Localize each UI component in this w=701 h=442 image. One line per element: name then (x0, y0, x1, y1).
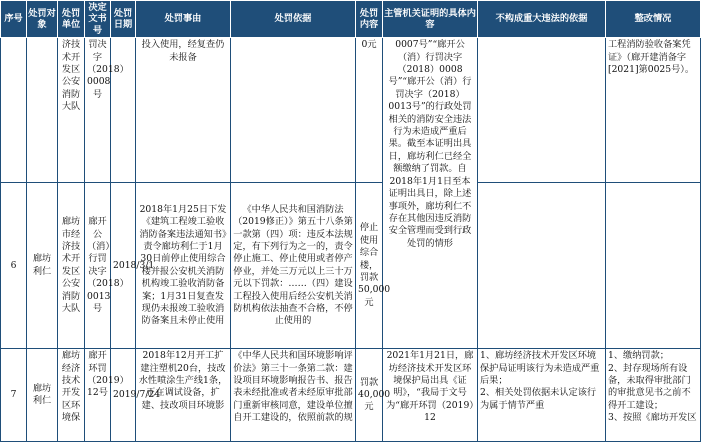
cell-content: 0元 (356, 38, 383, 183)
table-header-row (1, 1, 701, 38)
rectify-item: 1、缴纳罚款； (608, 350, 669, 362)
cell-doc: 廊开公（消）行罚决字（2018）0013号 (85, 183, 111, 349)
header-date: 处罚日期 (111, 1, 136, 38)
table-row (1, 183, 701, 349)
cell-doc: 廊开环罚（2019）12号 (85, 349, 111, 442)
header-proof: 主管机关证明的具体内容 (383, 1, 478, 38)
header-no: 序号 (1, 1, 27, 38)
cell-not-major (478, 183, 606, 349)
header-not-major: 不构成重大违法的依据 (478, 1, 606, 38)
cell-date (111, 38, 136, 183)
cell-target: 廊坊利仁 (27, 183, 58, 349)
cell-content: 停止使用综合楼，罚款50,000元 (356, 183, 383, 349)
table-row (1, 349, 701, 442)
cell-date: 2019/7/24 (111, 349, 136, 442)
cell-no (1, 38, 27, 183)
cell-not-major (478, 349, 606, 442)
not-major-item: 1、廊坊经济技术开发区环境保护局证明该行为未造成严重后果； (480, 350, 600, 387)
cell-content: 罚款40,000元 (356, 349, 383, 442)
cell-not-major (478, 38, 606, 183)
table-row (1, 38, 701, 183)
cell-unit: 济技术开发区公安消防大队 (58, 38, 85, 183)
cell-unit: 廊坊市经济技术开发区公安消防大队 (58, 183, 85, 349)
cell-reason: 2018年1月25日下发《建筑工程竣工验收消防备案违法通知书》责令廊坊利仁于1月30日前停止使用综合楼并报公安机关消防机构竣工验收消防备案；1月31日复查发现仍未报竣工验收消防备案且未停止使用 (136, 183, 231, 349)
rectify-item: 3、按照《廊坊开发区 (608, 412, 697, 424)
cell-target: 廊坊利仁 (27, 349, 58, 442)
header-content: 处罚内容 (356, 1, 383, 38)
cell-date: 2018/3/1 (111, 183, 136, 349)
rectify-item: 2、封存现场所有设备，未取得审批部门的审批意见书之前不得开工建设； (608, 362, 691, 411)
cell-rectify: 工程消防验收备案凭证》（廊开建消备字[2021]第0025号）。 (606, 38, 701, 183)
not-major-item: 2、相关处罚依据未认定该行为属于情节严重 (480, 387, 597, 411)
cell-rectify (606, 349, 701, 442)
cell-basis: 《中华人民共和国环境影响评价法》第三十一条第二款：建设项目环境影响报告书、报告表未经批准或者未经原审批部门重新审核同意，建设单位擅自开工建设的，依照前款的规 (231, 349, 356, 442)
header-unit: 处罚单位 (58, 1, 85, 38)
cell-reason: 投入使用，经复查仍未报备 (136, 38, 231, 183)
cell-no: 6 (1, 183, 27, 349)
cell-unit: 廊坊经济技术开发区环境保 (58, 349, 85, 442)
cell-rectify (606, 183, 701, 349)
cell-basis: 《中华人民共和国消防法（2019修正）》第五十八条第一款第（四）项：违反本法规定，有下列行为之一的，责令停止施工、停止使用或者停产停业，并处三万元以上三十万元以下罚款：……（四）建设工程投入使用后经公安机关消防机构依法抽查不合格，不停止使用的 (231, 183, 356, 349)
cell-proof: 0007号”“廊开公（消）行罚决字（2018）0008号”“廊开公（消）行罚决字（2018）0013号”的行政处罚相关的消防安全违法行为未造成严重后果。截至本证明出具日，廊坊利仁已经全额缴纳了罚款。自2018年1月1日至本证明出具日，除上述事项外，廊坊利仁不存在其他因违反消防安全管理而受到行政处罚的情形 (383, 38, 478, 349)
cell-target (27, 38, 58, 183)
header-reason: 处罚事由 (136, 1, 231, 38)
cell-doc: 罚决字（2018）0008号 (85, 38, 111, 183)
cell-basis (231, 38, 356, 183)
cell-proof: 2021年1月21日，廊坊经济技术开发区环境保护局出具《证明》，“我局于文号为“廊开环罚（2019）12 (383, 349, 478, 442)
header-target: 处罚对象 (27, 1, 58, 38)
header-basis: 处罚依据 (231, 1, 356, 38)
cell-reason: 2018年12月开工扩建注塑机20台，技改水性喷涂生产线1条，正在调试设备，扩建、技改项目环境影 (136, 349, 231, 442)
header-doc: 决定文书号 (85, 1, 111, 38)
header-rectify: 整改情况 (606, 1, 701, 38)
cell-no: 7 (1, 349, 27, 442)
